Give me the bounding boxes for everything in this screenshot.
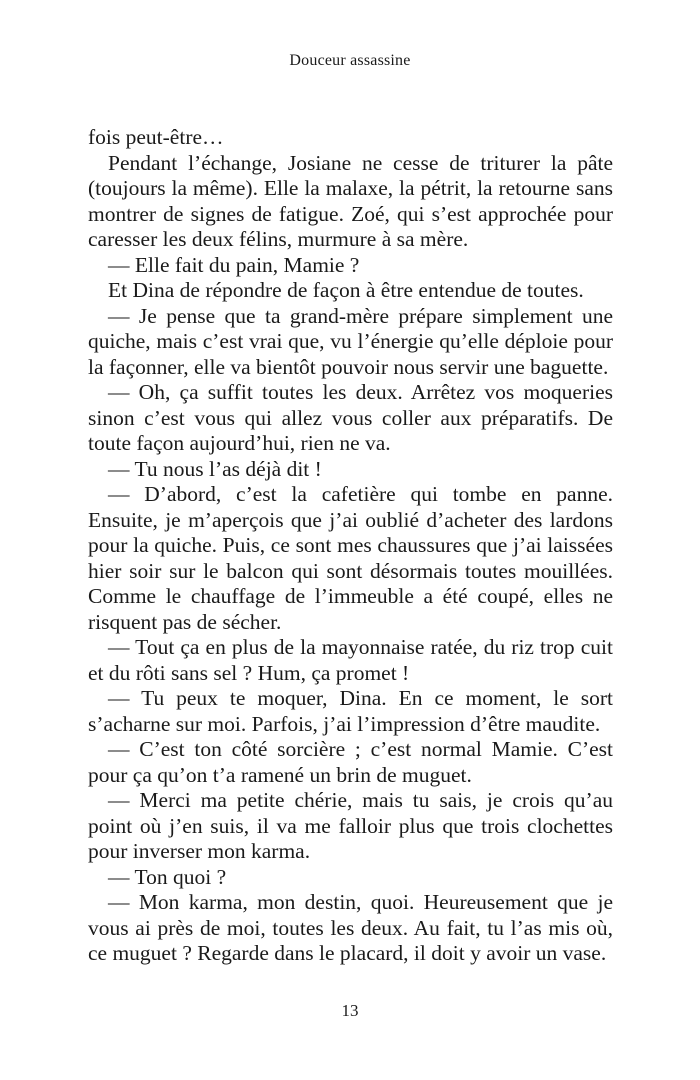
dialogue-line: — Tu peux te moquer, Dina. En ce moment, le sort s’acharne sur moi. Parfois, j’ai l’impression d’être maudite. (88, 686, 613, 736)
dialogue-line: — Ton quoi ? (108, 864, 227, 889)
dialogue-line: — C’est ton côté sorcière ; c’est normal Mamie. C’est pour ça qu’on t’a ramené un brin de muguet. (88, 737, 613, 787)
dialogue-line: — Mon karma, mon destin, quoi. Heureusement que je vous ai près de moi, toutes les deux. Au fait, tu l’as mis où, ce muguet ? Regarde dans le placard, il doit y avoir un vase. (88, 890, 613, 965)
paragraph-narration: Et Dina de répondre de façon à être entendue de toutes. (108, 278, 584, 302)
running-title: Douceur assassine (289, 52, 411, 69)
dialogue-line: — Tout ça en plus de la mayonnaise ratée, du riz trop cuit et du rôti sans sel ? Hum, ça promet ! (88, 635, 613, 685)
paragraph-narration: Pendant l’échange, Josiane ne cesse de triturer la pâte (toujours la même). Elle la malaxe, la pétrit, la retourne sans montrer de signes de fatigue. Zoé, qui s’est approchée pour caresser les deux félins, murmure à sa mère. (88, 150, 613, 251)
dialogue-line: — D’abord, c’est la cafetière qui tombe en panne. Ensuite, je m’aperçois que j’ai oublié d’acheter des lardons pour la quiche. Puis, ce sont mes chaussures que j’ai laissées hier soir sur le balcon qui sont désormais toutes mouillées. Comme le chauffage de l’immeuble a été coupé, elles ne risquent pas de sécher. (88, 482, 613, 634)
dialogue-line: — Elle fait du pain, Mamie ? (108, 252, 360, 277)
page-number: 13 (341, 1001, 359, 1020)
body-text (88, 125, 613, 967)
dialogue-line: — Tu nous l’as déjà dit ! (108, 456, 322, 481)
dialogue-line: — Je pense que ta grand-mère prépare simplement une quiche, mais c’est vrai que, vu l’énergie qu’elle déploie pour la façonner, elle va bientôt pouvoir nous servir une baguette. (88, 303, 613, 379)
paragraph-continuation: fois peut-être… (88, 125, 224, 149)
dialogue-line: — Merci ma petite chérie, mais tu sais, je crois qu’au point où j’en suis, il va me falloir plus que trois clochettes pour inverser mon karma. (88, 788, 613, 863)
dialogue-line: — Oh, ça suffit toutes les deux. Arrêtez vos moqueries sinon c’est vous qui allez vous coller aux préparatifs. De toute façon aujourd’hui, rien ne va. (88, 380, 613, 455)
